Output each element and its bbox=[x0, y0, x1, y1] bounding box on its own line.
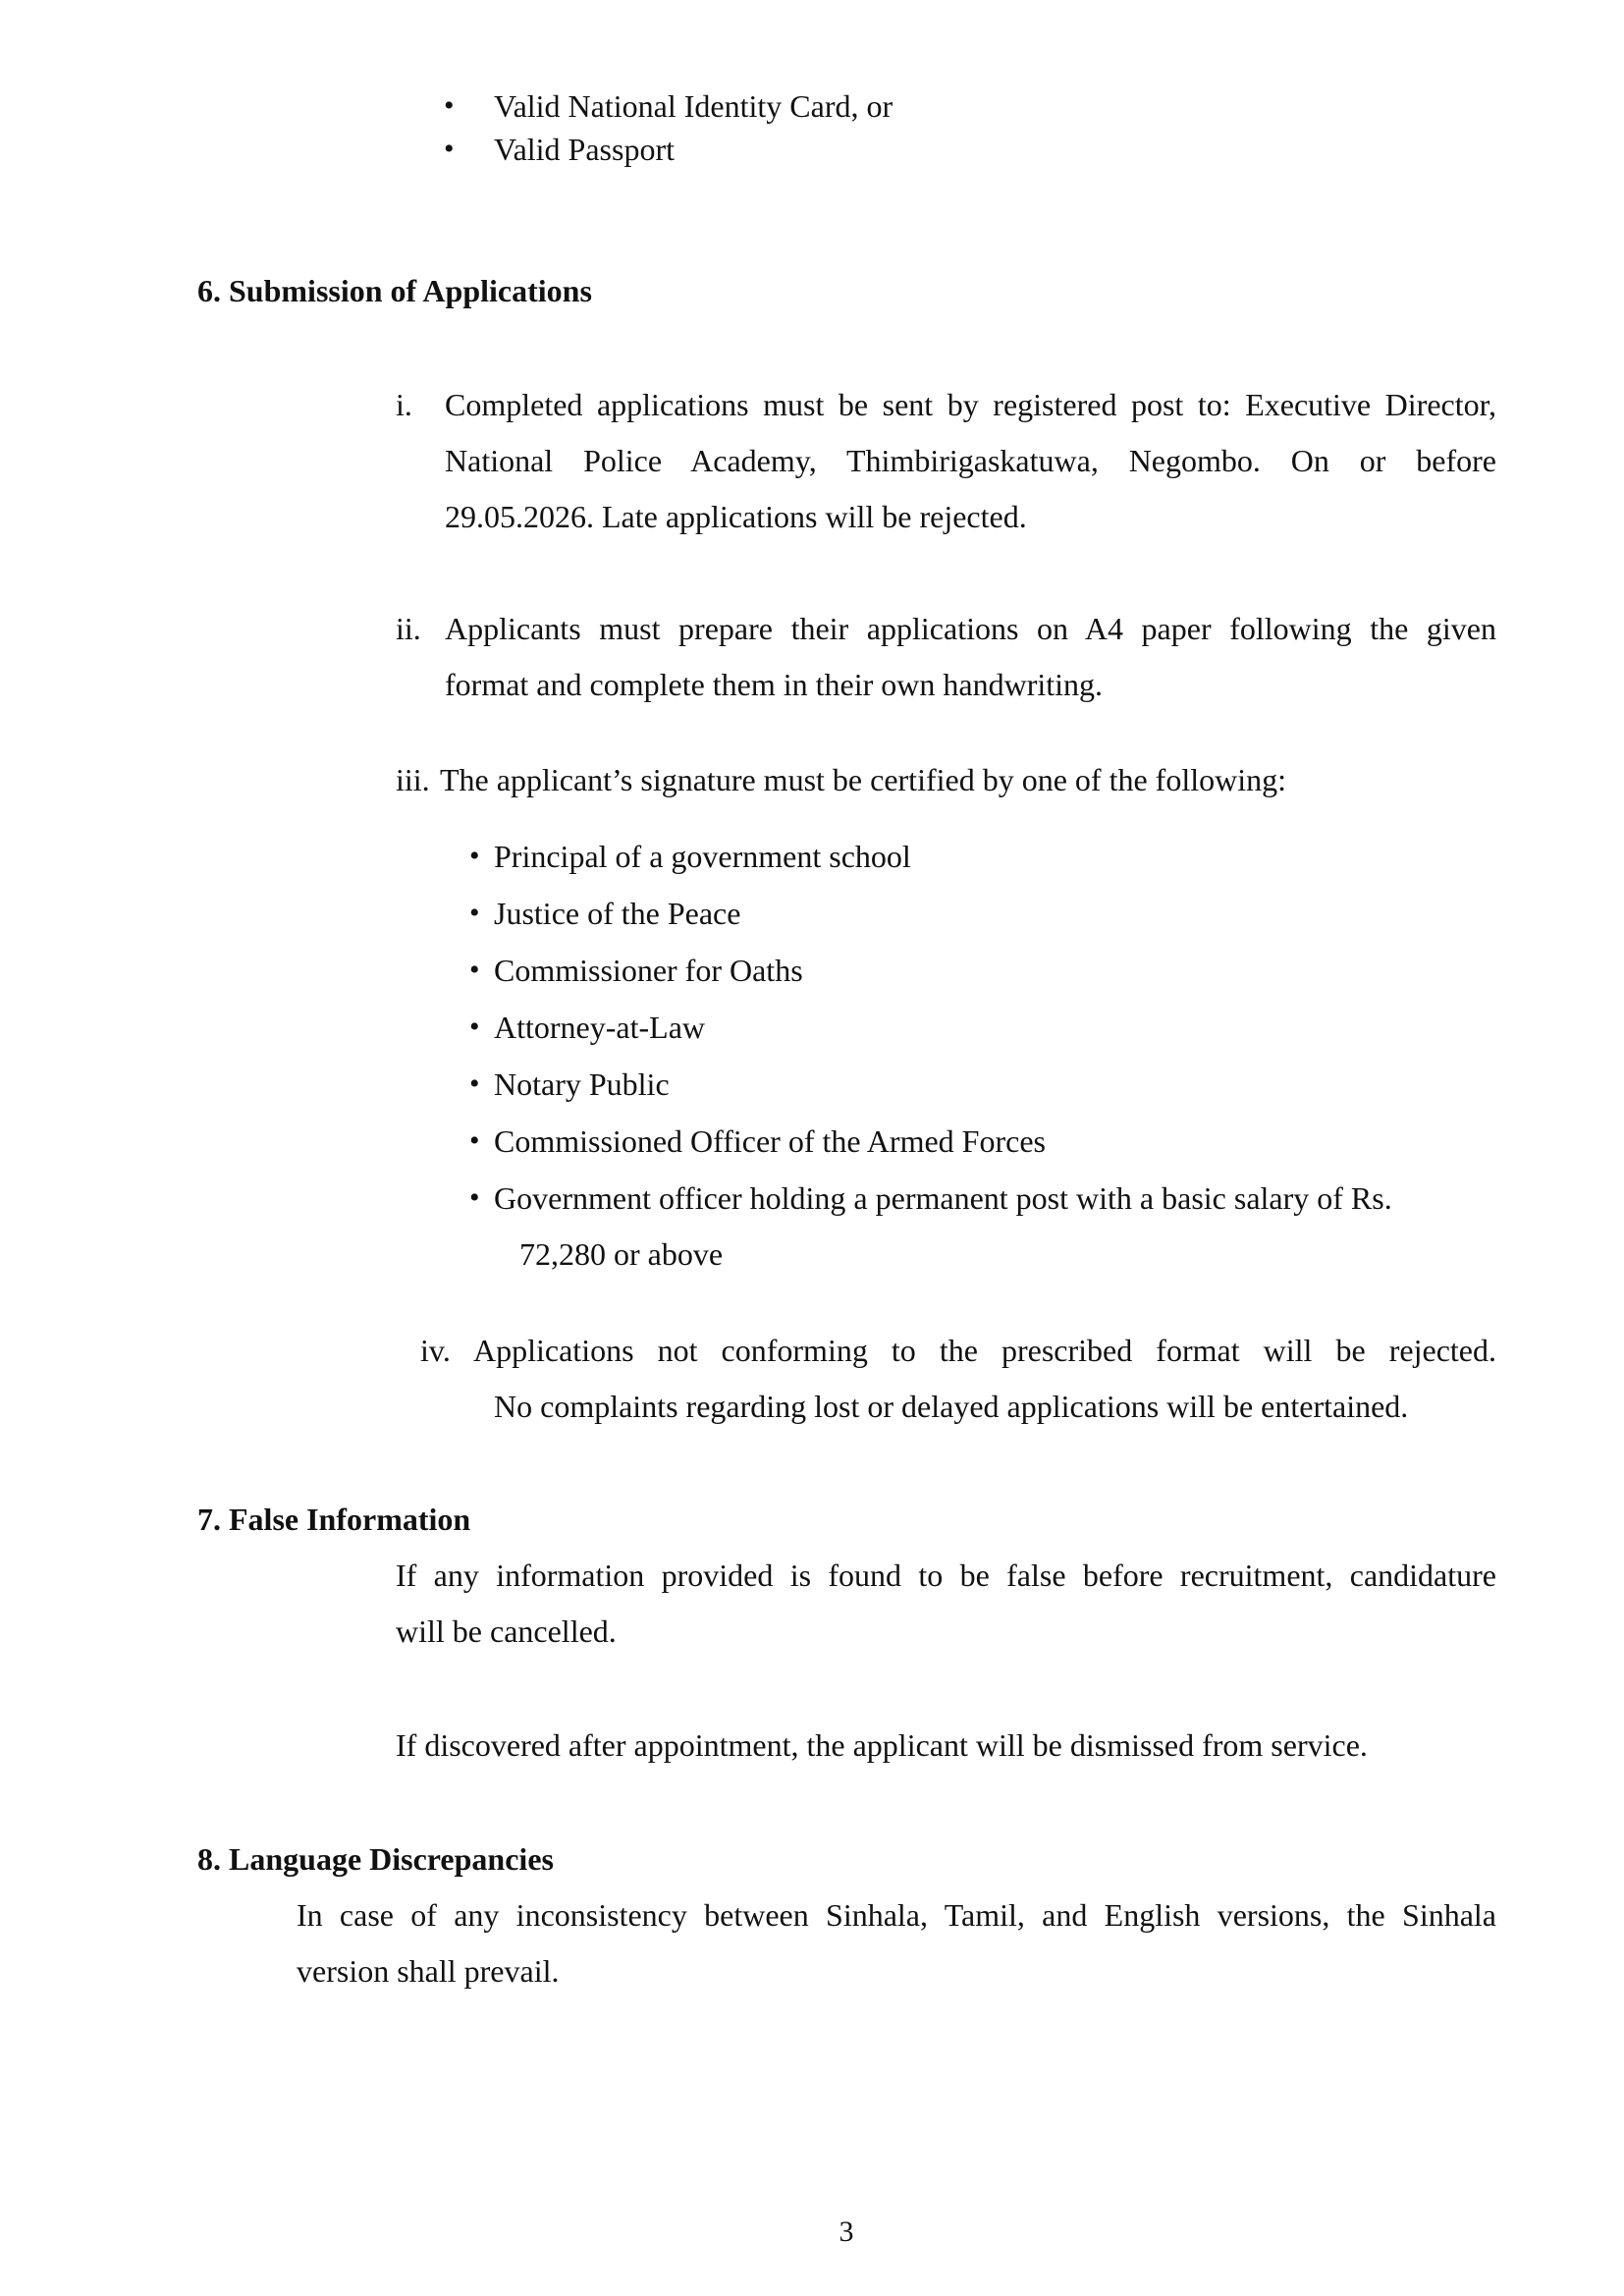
page-number: 3 bbox=[839, 2215, 854, 2248]
item-ii-line-2: format and complete them in their own handwriting. bbox=[445, 667, 1104, 702]
list-item: Valid Passport bbox=[494, 132, 675, 167]
certifier-item: Notary Public bbox=[494, 1066, 670, 1102]
bullet-icon: • bbox=[469, 840, 480, 872]
bullet-icon: • bbox=[469, 1011, 480, 1043]
section7-para2: If discovered after appointment, the applicant will be dismissed from service. bbox=[396, 1727, 1368, 1763]
bullet-icon: • bbox=[444, 133, 455, 165]
bullet-icon: • bbox=[469, 897, 480, 929]
certifier-item: Justice of the Peace bbox=[494, 896, 741, 931]
certifier-item: Commissioned Officer of the Armed Forces bbox=[494, 1123, 1046, 1159]
section8-line-2: version shall prevail. bbox=[297, 1953, 560, 1989]
item-ii-line-1: Applicants must prepare their applications on A4 paper following the given bbox=[445, 611, 1496, 646]
bullet-icon: • bbox=[469, 954, 480, 986]
bullet-icon: • bbox=[469, 1124, 480, 1157]
certifier-item: Attorney-at-Law bbox=[494, 1010, 706, 1045]
certifier-item: Principal of a government school bbox=[494, 839, 911, 874]
section7-para1-line-1: If any information provided is found to be false before recruitment, candidature bbox=[396, 1558, 1496, 1593]
certifier-item: Government officer holding a permanent post with a basic salary of Rs. bbox=[494, 1180, 1392, 1216]
list-item: Valid National Identity Card, or bbox=[494, 88, 893, 124]
bullet-icon: • bbox=[469, 1181, 480, 1214]
section7-para1-line-2: will be cancelled. bbox=[396, 1613, 617, 1649]
item-number-i: i. bbox=[396, 387, 412, 422]
item-iv-line-1: Applications not conforming to the prescribed format will be rejected. bbox=[473, 1333, 1496, 1368]
item-number-ii: ii. bbox=[396, 611, 421, 646]
item-number-iv: iv. bbox=[420, 1333, 451, 1368]
item-i-line-3: 29.05.2026. Late applications will be rejected. bbox=[445, 499, 1027, 534]
certifier-item-continuation: 72,280 or above bbox=[519, 1236, 724, 1272]
item-iii-text: The applicant’s signature must be certified by one of the following: bbox=[440, 762, 1286, 797]
item-i-line-1: Completed applications must be sent by registered post to: Executive Director, bbox=[445, 387, 1496, 422]
bullet-icon: • bbox=[444, 89, 455, 122]
bullet-icon: • bbox=[469, 1067, 480, 1100]
section-heading-8: 8. Language Discrepancies bbox=[197, 1841, 554, 1877]
section8-line-1: In case of any inconsistency between Sinhala, Tamil, and English versions, the Sinhala bbox=[297, 1897, 1496, 1933]
section-heading-7: 7. False Information bbox=[197, 1502, 471, 1537]
item-iv-line-2: No complaints regarding lost or delayed applications will be entertained. bbox=[494, 1389, 1409, 1424]
item-i-line-2: National Police Academy, Thimbirigaskatuwa, Negombo. On or before bbox=[445, 443, 1496, 478]
item-number-iii: iii. bbox=[396, 762, 430, 797]
certifier-item: Commissioner for Oaths bbox=[494, 953, 803, 988]
section-heading-6: 6. Submission of Applications bbox=[197, 273, 592, 308]
